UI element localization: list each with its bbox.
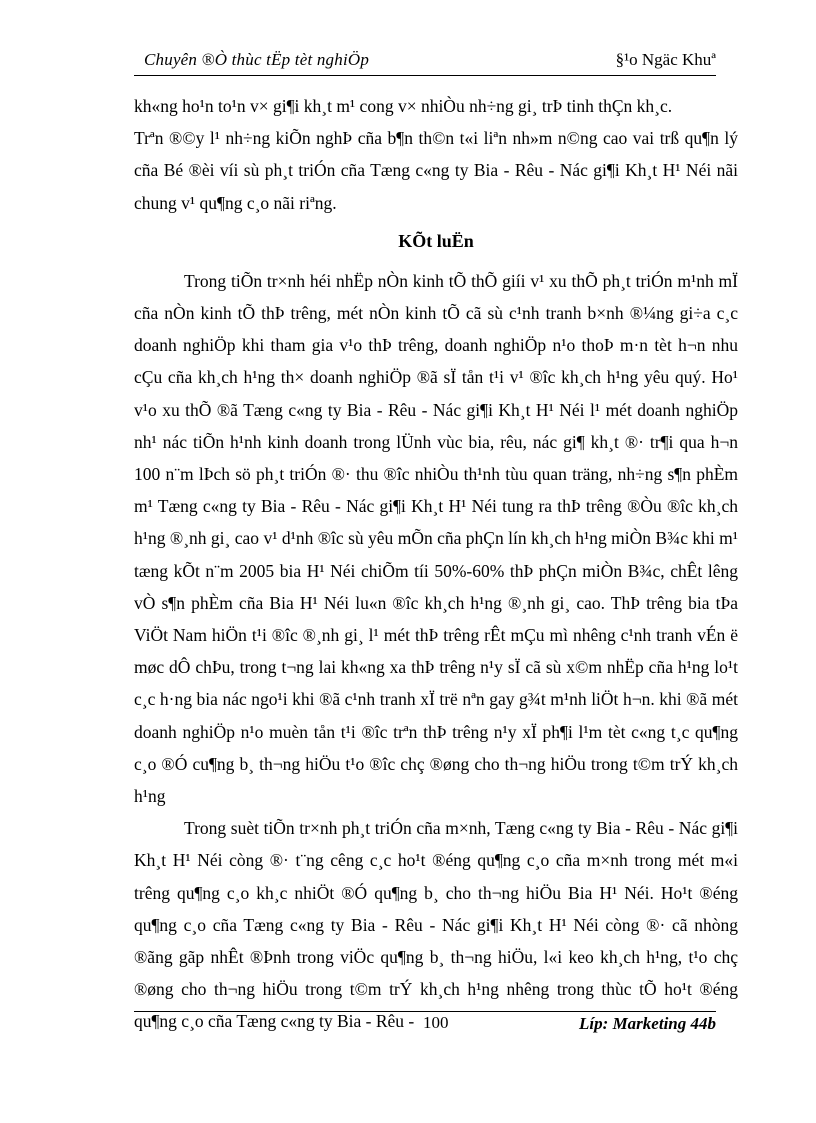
page-body bbox=[134, 90, 738, 1038]
footer-divider bbox=[134, 1011, 716, 1012]
page-number: 100 bbox=[423, 1013, 449, 1032]
header-divider bbox=[134, 75, 716, 76]
header-topic: Chuyên ®Ò thùc tËp tèt nghiÖp bbox=[144, 50, 370, 69]
page-header bbox=[134, 48, 716, 74]
header-author: §¹o Ngäc Khuª bbox=[615, 50, 716, 69]
conclusion-paragraph: Trong tiÕn tr×nh héi nhËp nÒn kinh tÕ thÕ giíi v¹ xu thÕ ph¸t triÓn m¹nh mÏ cña nÒn kinh tÕ thÞ trêng, mét nÒn kinh tÕ cã sù c¹nh tranh b×nh ®¼ng gi÷a c¸c doanh nghiÖp khi tham gia v¹o thÞ trêng, doanh nghiÖp n¹o thoÞ m·n tèt h¬n nhu cÇu cña kh¸ch h¹ng th× doanh nghiÖp ®ã sÏ tån t¹i v¹ ®îc kh¸ch h¹ng yêu quý. Ho¹ v¹o xu thÕ ®ã Tæng c«ng ty Bia - Rêu - Nác gi¶i Kh¸t H¹ Néi l¹ mét doanh nghiÖp nh¹ nác tiÕn h¹nh kinh doanh trong lÜnh vùc bia, rêu, nác gi¶ kh¸t ®· tr¶i qua h¬n 100 n¨m lÞch sö ph¸t triÓn ®· thu ®îc nhiÒu th¹nh tùu quan träng, nh÷ng s¶n phÈm m¹ Tæng c«ng ty Bia - Rêu - Nác gi¶i Kh¸t H¹ Néi tung ra thÞ trêng ®Òu ®îc kh¸ch h¹ng ®¸nh gi¸ cao v¹ d¹nh ®îc sù yêu mÕn cña phÇn lín kh¸ch h¹ng miÒn B¾c khi m¹ tæng kÕt n¨m 2005 bia H¹ Néi chiÕm tíi 50%-60% thÞ phÇn miÒn B¾c, chÊt lêng vÒ s¶n phÈm cña Bia H¹ Néi lu«n ®îc kh¸ch h¹ng ®¸nh gi¸ cao. ThÞ trêng bia tÞa ViÖt Nam hiÖn t¹i ®îc ®¸nh gi¸ l¹ mét thÞ trêng rÊt mÇu mì nhêng c¹nh tranh vÉn ë møc dÔ chÞu, trong t¬ng lai kh«ng xa thÞ trêng n¹y sÏ cã sù x©m nhËp cña h¹ng lo¹t c¸c h·ng bia nác ngo¹i khi ®ã c¹nh tranh xÏ trë nªn gay g¾t m¹nh liÖt h¬n. khi ®ã mét doanh nghiÖp n¹o muèn tån t¹i ®îc trªn thÞ trêng n¹y xÏ ph¶i l¹m tèt c«ng t¸c qu¶ng c¸o ®Ó cu¶ng b¸ th¬ng hiÖu t¹o ®îc chç ®øng cho th¬ng hiÖu trong t©m trÝ kh¸ch h¹ng bbox=[134, 270, 738, 807]
body-paragraph: kh«ng ho¹n to¹n v× gi¶i kh¸t m¹ cong v× nhiÒu nh÷ng gi¸ trÞ tinh thÇn kh¸c. bbox=[134, 96, 673, 116]
conclusion-title: KÕt luËn bbox=[398, 230, 474, 251]
conclusion-paragraph: Trong suèt tiÕn tr×nh ph¸t triÓn cña m×nh, Tæng c«ng ty Bia - Rêu - Nác gi¶i Kh¸t H¹ Néi còng ®· t¨ng cêng c¸c ho¹t ®éng qu¶ng c¸o cña m×nh trong mét m«i trêng qu¶ng c¸o kh¸c nhiÖt ®Ó qu¶ng b¸ cho th¬ng hiÖu Bia H¹ Néi. Ho¹t ®éng qu¶ng c¸o cña Tæng c«ng ty Bia - Rêu - Nác gi¶i Kh¸t H¹ Néi còng ®· cã nhòng ®ãng gãp nhÊt ®Þnh trong viÖc qu¶ng b¸ th¬ng hiÖu, l«i keo kh¸ch h¹ng, t¹o chç ®øng cho th¬ng hiÖu trong t©m trÝ kh¸ch h¹ng nhêng trong thùc tÕ ho¹t ®éng qu¶ng c¸o cña Tæng c«ng ty Bia - Rêu - bbox=[134, 818, 738, 1032]
footer-class-label: Líp: Marketing 44b bbox=[579, 1014, 716, 1033]
body-paragraph: Trªn ®©y l¹ nh÷ng kiÕn nghÞ cña b¶n th©n t«i liªn nh»m n©ng cao vai trß qu¶n lý cña Bé ®èi víi sù ph¸t triÓn cña Tæng c«ng ty Bia - Rêu - Nác gi¶i Kh¸t H¹ Néi nãi chung v¹ qu¶ng c¸o nãi riªng. bbox=[134, 128, 738, 213]
